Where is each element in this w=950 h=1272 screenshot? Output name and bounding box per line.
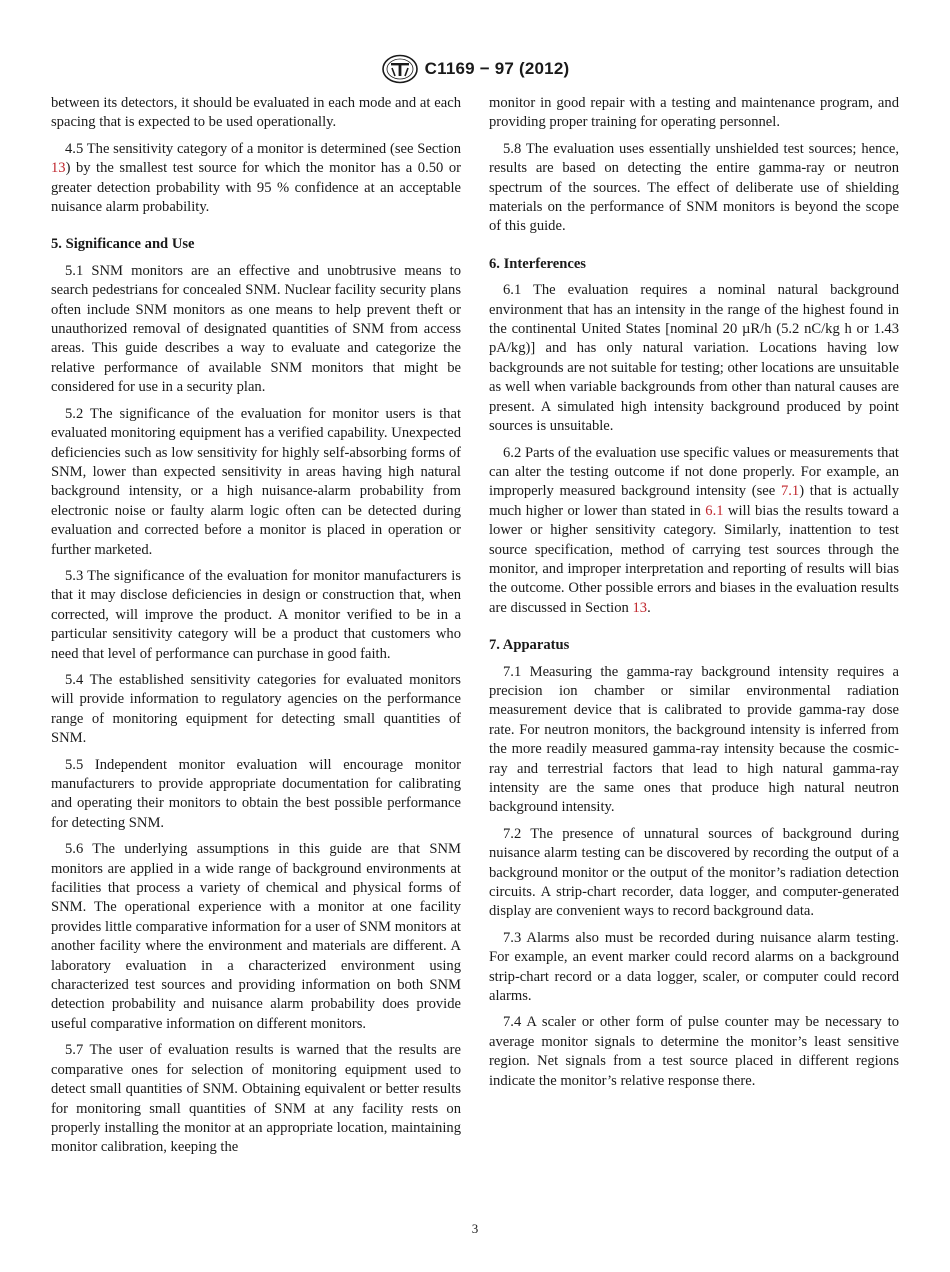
paragraph-5-6: 5.6 The underlying assumptions in this guide are that SNM monitors are applied in a wide range of background environments at facilities that process a variety of chemical and physical forms of SNM. The operational experience with a monitor at one facility provides little comparative information for a user of SNM monitors at another facility where the environment and materials are different. A laboratory evaluation in a characterized environment using characterized test sources and providing information on both SNM detection probability and nuisance alarm probability does provide useful comparative information on different monitors.: [51, 841, 461, 1032]
standard-designation: C1169 − 97 (2012): [424, 59, 570, 78]
section-6-1-link[interactable]: 6.1: [705, 502, 724, 519]
section-7-heading: 7. Apparatus: [489, 637, 570, 654]
paragraph-5-7: 5.7 The user of evaluation results is warned that the results are comparative ones for selection of monitoring equipment used to detect small quantities of SNM. Obtaining equivalent or better results for monitoring small quantities of SNM at any facility rests on properly installing the monitor at an appropriate location, maintaining monitor calibration, keeping the: [51, 1042, 461, 1156]
paragraph-7-2: 7.2 The presence of unnatural sources of background during nuisance alarm testing can be discovered by recording the output of a background monitor or the output of the monitor’s radiation detection circuits. A strip-chart recorder, data logger, and computer-generated display are convenient ways to record background data.: [489, 825, 899, 920]
paragraph-5-1: 5.1 SNM monitors are an effective and unobtrusive means to search pedestrians for concealed SNM. Nuclear facility security plans often include SNM monitors as one means to help prevent theft or unauthorized removal of designated quantities of SNM from access areas. This guide describes a way to evaluate and categorize the relative performance of available SNM monitors that might be considered for use in a security plan.: [51, 262, 461, 396]
paragraph-7-4: 7.4 A scaler or other form of pulse counter may be necessary to average monitor signals to determine the monitor’s least sensitive region. Net signals from a test source placed in different regions indicate the monitor’s relative response there.: [489, 1014, 899, 1089]
right-column: [489, 94, 899, 1098]
paragraph-5-3: 5.3 The significance of the evaluation for monitor manufacturers is that it may disclose deficiencies in design or construction that, when corrected, will improve the product. A monitor verified to be in a particular sensitivity category will be a product that customers who need that level of performance can purchase in good faith.: [51, 567, 461, 662]
paragraph-6-2: 6.2 Parts of the evaluation use specific values or measurements that can alter the testing outcome if not done properly. For example, an improperly measured background intensity (see 7.1) that is actually much higher or lower than stated in 6.1 will bias the results toward a lower or higher sensitivity category. Similarly, inattention to test source specification, method of carrying test sources through the monitor, and improper interpretation and reporting of results will bias the outcome. Other possible errors and biases in the evaluation results are discussed in Section 13.: [489, 444, 899, 616]
section-5-heading: 5. Significance and Use: [51, 236, 195, 253]
paragraph-5-5: 5.5 Independent monitor evaluation will encourage monitor manufacturers to provide appropriate documentation for calibrating and operating their monitors to obtain the best possible performance for detecting SNM.: [51, 756, 461, 831]
section-6-heading: 6. Interferences: [489, 255, 586, 272]
page-number: 3: [471, 1221, 479, 1236]
left-column: [51, 94, 461, 1165]
paragraph-5-8: 5.8 The evaluation uses essentially unshielded test sources; hence, results are based on detecting the entire gamma-ray or neutron spectrum of the sources. The effect of deliberate use of shielding materials on the performance of SNM monitors is beyond the scope of this guide.: [489, 140, 899, 235]
paragraph-7-1: 7.1 Measuring the gamma-ray background intensity requires a precision ion chamber or similar environmental radiation measurement device that is calibrated to provide gamma-ray dose rate. For neutron monitors, the background intensity is inferred from the more readily measured gamma-ray intensity because the cosmic-ray and terrestrial factors that lead to high natural gamma-ray intensity are the same ones that produce high natural neutron background intensity.: [489, 663, 899, 816]
paragraph-4-5: 4.5 The sensitivity category of a monitor is determined (see Section 13) by the smallest test source for which the monitor has a 0.50 or greater detection probability with 95 % confidence at an acceptable nuisance alarm probability.: [51, 140, 461, 216]
paragraph-5-7-continued: monitor in good repair with a testing and maintenance program, and providing proper training for operating personnel.: [489, 95, 899, 131]
astm-logo-icon: [381, 54, 419, 84]
section-13-link[interactable]: 13: [632, 599, 648, 616]
page-header: [0, 54, 950, 84]
section-7-1-link[interactable]: 7.1: [780, 483, 800, 500]
paragraph-6-1: 6.1 The evaluation requires a nominal natural background environment that has an intensity in the range of the highest found in the continental United States [nominal 20 µR/h (5.2 nC/kg h or 1.43 pA/kg)] and has only natural variation. Locations having low backgrounds are not suitable for testing; other locations are unsuitable as well when variable backgrounds from other than natural causes are present. A simulated high intensity background produced by point sources is unsuitable.: [489, 282, 899, 435]
section-13-link[interactable]: 13: [51, 160, 66, 177]
paragraph-7-3: 7.3 Alarms also must be recorded during nuisance alarm testing. For example, an event marker could record alarms on a background strip-chart record or a data logger, scaler, or computer could record alarms.: [489, 929, 899, 1005]
paragraph-5-2: 5.2 The significance of the evaluation for monitor users is that evaluated monitoring equipment has a verified capability. Unexpected deficiencies such as low sensitivity for highly self-absorbing forms of SNM, lower than expected sensitivity in areas having high natural background intensity, or a high nuisance-alarm probability from electronic noise or faulty alarm logic often can be detected during evaluation and corrected before a monitor is placed in operation or further marketed.: [51, 405, 461, 558]
paragraph-4-4-continued: between its detectors, it should be evaluated in each mode and at each spacing that is expected to be used operationally.: [51, 95, 461, 131]
paragraph-5-4: 5.4 The established sensitivity categories for evaluated monitors will provide information to regulatory agencies on the performance range of monitoring equipment for detecting small quantities of SNM.: [51, 671, 461, 747]
